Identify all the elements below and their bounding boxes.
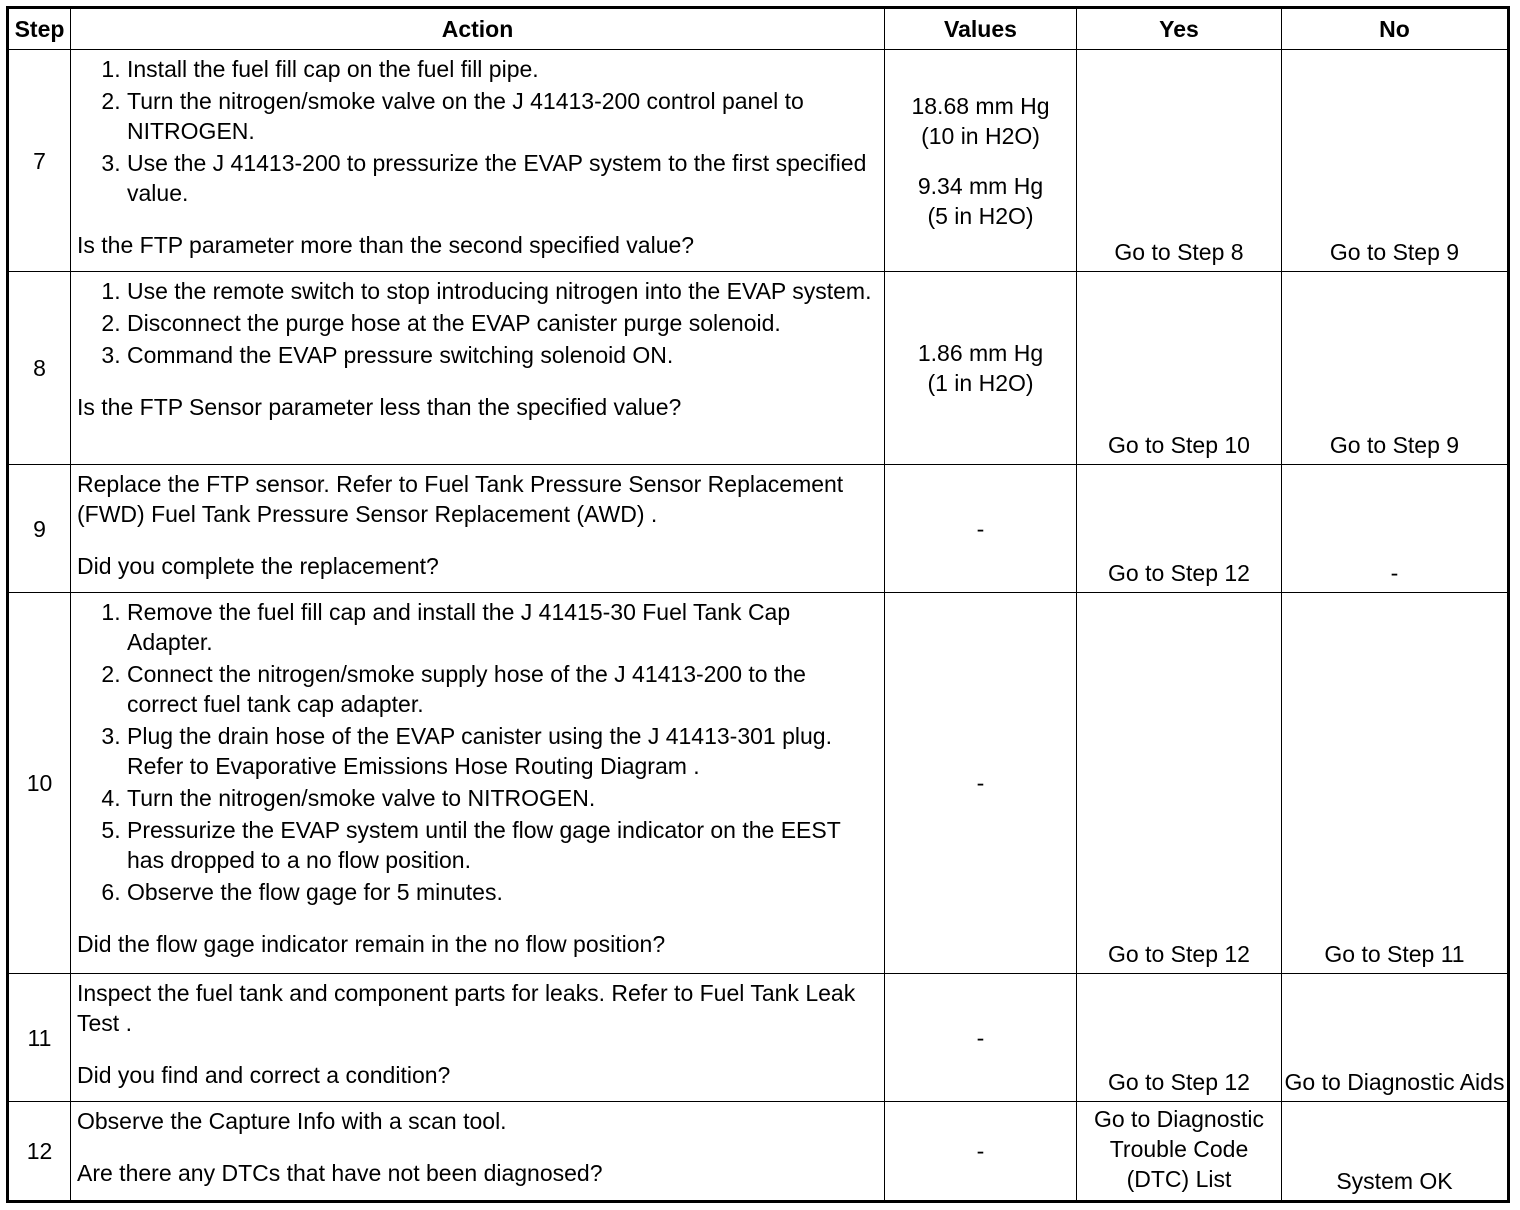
yes-cell: Go to Step 8: [1077, 50, 1282, 272]
table-row-step-10: [8, 593, 1509, 974]
list-item: 3. Plug the drain hose of the EVAP canister using the J 41413-301 plug. Refer to Evaporative Emissions Hose Routing Diagram .: [127, 721, 876, 781]
values-cell: [885, 593, 1077, 974]
step-number: 8: [8, 272, 71, 465]
yes-cell: Go to Step 10: [1077, 272, 1282, 465]
value-text: 18.68 mm Hg: [911, 92, 1050, 119]
value-text: 1.86 mm Hg: [917, 340, 1044, 366]
no-cell: Go to Diagnostic Aids: [1282, 974, 1509, 1102]
action-cell: [71, 1102, 885, 1202]
values-cell: [885, 1102, 1077, 1202]
header-action: Action: [71, 8, 885, 50]
action-cell: [71, 50, 885, 272]
list-item: 3. Command the EVAP pressure switching solenoid ON.: [127, 340, 876, 370]
action-list: [77, 276, 876, 370]
no-cell: Go to Step 9: [1282, 272, 1509, 465]
action-list: [77, 54, 876, 208]
values-cell: [885, 50, 1077, 272]
question-text: Are there any DTCs that have not been diagnosed?: [77, 1160, 603, 1186]
question-text: Did you complete the replacement?: [77, 553, 439, 579]
action-text: Observe the Capture Info with a scan tool.: [77, 1108, 507, 1134]
yes-cell: Go to Step 12: [1077, 465, 1282, 593]
header-no: No: [1282, 8, 1509, 50]
yes-cell: Go to Step 12: [1077, 974, 1282, 1102]
list-item: 2. Disconnect the purge hose at the EVAP canister purge solenoid.: [127, 308, 876, 338]
table-row-step-12: [8, 1102, 1509, 1202]
value-text: (5 in H2O): [927, 202, 1034, 229]
question-text: Did you find and correct a condition?: [77, 1062, 451, 1088]
yes-cell: Go to Step 12: [1077, 593, 1282, 974]
list-item: 1. Remove the fuel fill cap and install the J 41415-30 Fuel Tank Cap Adapter.: [127, 597, 876, 657]
list-item: 2. Connect the nitrogen/smoke supply hose of the J 41413-200 to the correct fuel tank cap adapter.: [127, 659, 876, 719]
values-cell: [885, 272, 1077, 465]
value-text: -: [976, 1024, 985, 1051]
no-cell: System OK: [1282, 1102, 1509, 1202]
values-cell: [885, 974, 1077, 1102]
yes-cell: Go to Diagnostic Trouble Code (DTC) List: [1077, 1102, 1282, 1202]
step-number: 11: [8, 974, 71, 1102]
list-item: 6. Observe the flow gage for 5 minutes.: [127, 877, 876, 907]
header-step: Step: [8, 8, 71, 50]
step-number: 12: [8, 1102, 71, 1202]
action-text: Replace the FTP sensor. Refer to Fuel Tank Pressure Sensor Replacement (FWD) Fuel Tank Pressure Sensor Replacement (AWD) .: [77, 471, 844, 527]
table-row-step-9: [8, 465, 1509, 593]
header-row: [8, 8, 1509, 50]
action-text: Inspect the fuel tank and component parts for leaks. Refer to Fuel Tank Leak Test .: [77, 980, 856, 1036]
header-values: Values: [885, 8, 1077, 50]
list-item: 5. Pressurize the EVAP system until the flow gage indicator on the EEST has dropped to a no flow position.: [127, 815, 876, 875]
value-text: (1 in H2O): [927, 370, 1034, 396]
table-row-step-8: [8, 272, 1509, 465]
table-row-step-7: [8, 50, 1509, 272]
action-cell: [71, 593, 885, 974]
value-text: 9.34 mm Hg: [917, 172, 1044, 199]
no-cell: -: [1282, 465, 1509, 593]
value-text: (10 in H2O): [921, 122, 1040, 149]
header-yes: Yes: [1077, 8, 1282, 50]
list-item: 1. Install the fuel fill cap on the fuel fill pipe.: [127, 54, 876, 84]
list-item: 3. Use the J 41413-200 to pressurize the EVAP system to the first specified value.: [127, 148, 876, 208]
question-text: Did the flow gage indicator remain in the no flow position?: [77, 931, 666, 957]
question-text: Is the FTP parameter more than the second specified value?: [77, 232, 695, 258]
table-row-step-11: [8, 974, 1509, 1102]
list-item: 4. Turn the nitrogen/smoke valve to NITROGEN.: [127, 783, 876, 813]
value-text: -: [976, 770, 985, 796]
action-cell: [71, 272, 885, 465]
action-list: [77, 597, 876, 907]
no-cell: Go to Step 9: [1282, 50, 1509, 272]
value-text: -: [976, 515, 985, 542]
diagnostic-table: [6, 6, 1510, 1203]
list-item: 1. Use the remote switch to stop introducing nitrogen into the EVAP system.: [127, 276, 876, 306]
question-text: Is the FTP Sensor parameter less than the specified value?: [77, 394, 682, 420]
action-cell: [71, 974, 885, 1102]
action-cell: [71, 465, 885, 593]
list-item: 2. Turn the nitrogen/smoke valve on the J 41413-200 control panel to NITROGEN.: [127, 86, 876, 146]
value-text: -: [976, 1138, 985, 1164]
step-number: 9: [8, 465, 71, 593]
values-cell: [885, 465, 1077, 593]
step-number: 7: [8, 50, 71, 272]
step-number: 10: [8, 593, 71, 974]
no-cell: Go to Step 11: [1282, 593, 1509, 974]
